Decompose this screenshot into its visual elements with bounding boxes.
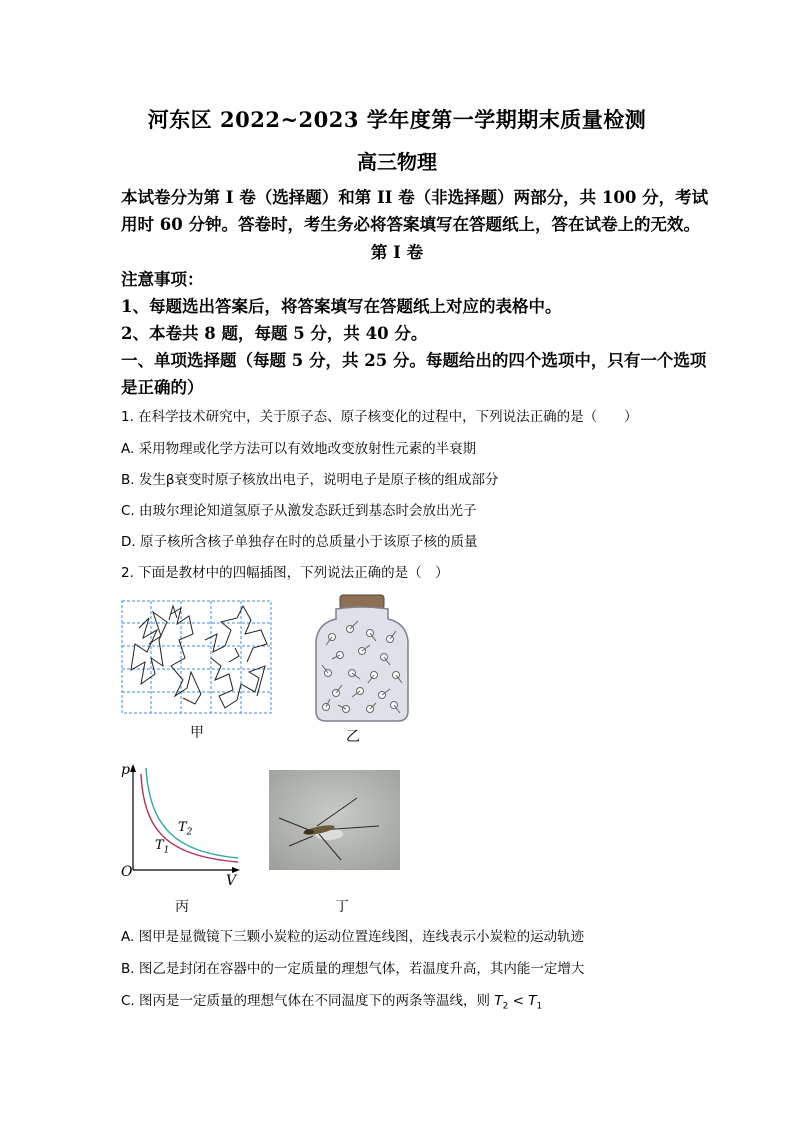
question-2-option-b: B. 图乙是封闭在容器中的一定质量的理想气体，若温度升高，其内能一定增大	[121, 961, 585, 977]
volume-label: 第 I 卷	[370, 243, 424, 262]
section-heading-line-2: 是正确的）	[121, 378, 204, 397]
question-1-option-d: D. 原子核所含核子单独存在时的总质量小于该原子核的质量	[121, 534, 478, 550]
question-1-option-a: A. 采用物理或化学方法可以有效地改变放射性元素的半衰期	[121, 441, 477, 457]
question-1-option-b: B. 发生β衰变时原子核放出电子，说明电子是原子核的组成部分	[121, 472, 499, 488]
notes-heading: 注意事项：	[121, 270, 204, 289]
question-2-stem: 2. 下面是教材中的四幅插图，下列说法正确的是（ ）	[121, 565, 449, 581]
figure-jia-brownian-motion	[121, 600, 272, 715]
figure-ding-water-strider-photo	[269, 770, 400, 870]
exam-title: 河东区 2022~2023 学年度第一学期期末质量检测	[147, 107, 647, 132]
axis-label-v: V	[226, 873, 237, 889]
figure-jia-label: 甲	[190, 725, 204, 741]
section-heading-line-1: 一、单项选择题（每题 5 分，共 25 分。每题给出的四个选项中，只有一个选项	[121, 351, 707, 370]
axis-label-p: p	[121, 762, 130, 778]
curve-label-t1: $T_1$	[155, 838, 170, 856]
figure-yi-gas-jar	[310, 593, 414, 723]
notes-item-2: 2、本卷共 8 题，每题 5 分，共 40 分。	[121, 324, 428, 343]
exam-subject: 高三物理	[357, 150, 437, 174]
question-1-stem: 1. 在科学技术研究中，关于原子态、原子核变化的过程中，下列说法正确的是（ ）	[121, 409, 638, 425]
origin-label: O	[121, 864, 133, 880]
figure-bing-label: 丙	[175, 899, 189, 915]
figure-yi-label: 乙	[346, 729, 360, 745]
intro-line-1: 本试卷分为第 I 卷（选择题）和第 II 卷（非选择题）两部分，共 100 分，考试	[121, 188, 709, 207]
question-1-option-c: C. 由玻尔理论知道氢原子从激发态跃迁到基态时会放出光子	[121, 503, 477, 519]
notes-item-1: 1、每题选出答案后，将答案填写在答题纸上对应的表格中。	[121, 297, 562, 316]
intro-line-2: 用时 60 分钟。答卷时，考生务必将答案填写在答题纸上，答在试卷上的无效。	[121, 215, 700, 234]
curve-label-t2: $T_2$	[178, 820, 193, 838]
figure-ding-label: 丁	[335, 899, 349, 915]
figure-bing-isotherm-graph	[118, 760, 244, 890]
question-2-option-a: A. 图甲是显微镜下三颗小炭粒的运动位置连线图，连线表示小炭粒的运动轨迹	[121, 929, 585, 945]
question-2-option-c: C. 图丙是一定质量的理想气体在不同温度下的两条等温线，则 $T_2 < T_1$	[121, 993, 543, 1012]
